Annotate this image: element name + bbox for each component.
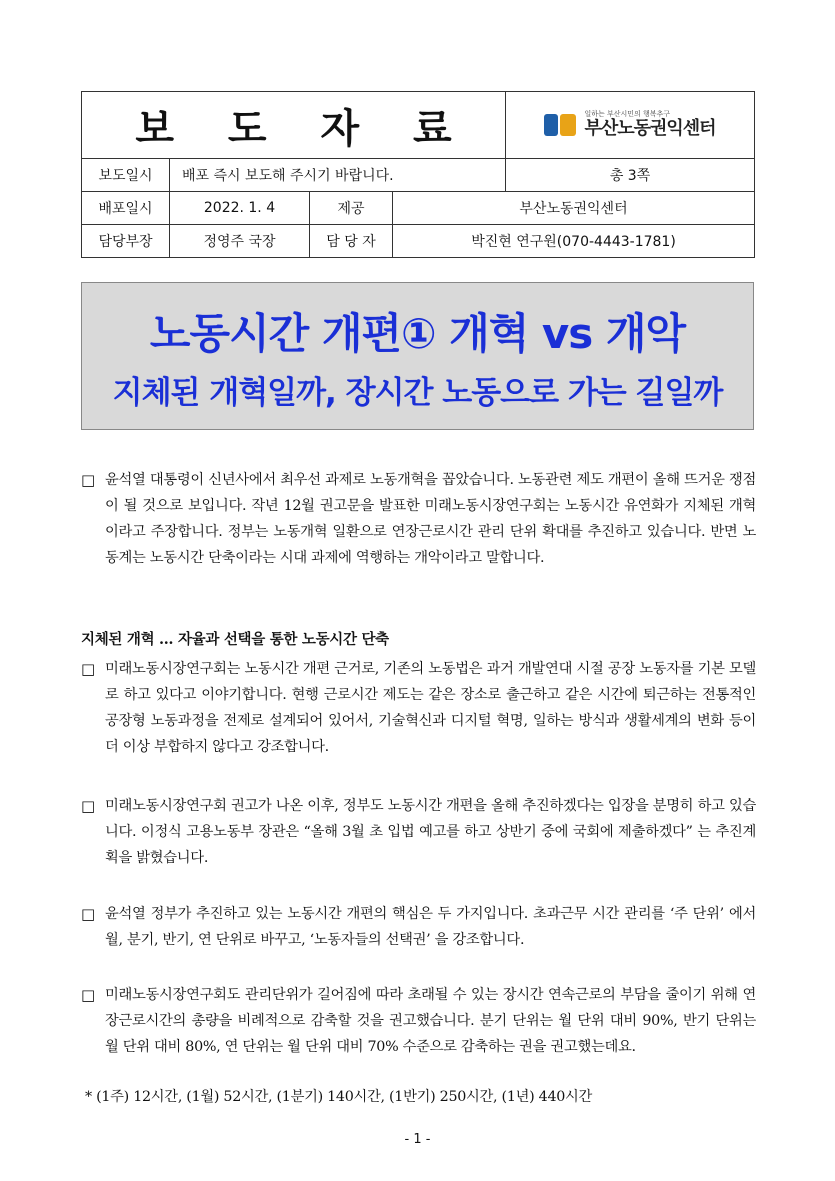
headline-box: [81, 282, 754, 430]
logo-name: 부산노동권익센터: [584, 117, 716, 139]
checkbox-bullet: □: [81, 905, 95, 923]
checkbox-bullet: □: [81, 797, 95, 815]
provider-value: 부산노동권익센터: [393, 192, 755, 225]
page-count: 총 3쪽: [506, 159, 755, 192]
paragraph-4: [81, 901, 756, 953]
release-time-label: 보도일시: [82, 159, 170, 192]
contact-value: 박진현 연구원(070-4443-1781): [393, 225, 755, 258]
checkbox-bullet: □: [81, 660, 95, 678]
manager-value: 정영주 국장: [170, 225, 310, 258]
paragraph-text: 윤석열 정부가 추진하고 있는 노동시간 개편의 핵심은 두 가지입니다. 초과근무 시간 관리를 ‘주 단위’ 에서 월, 분기, 반기, 연 단위로 바꾸고, ‘노동자들의 선택권’ 을 강조합니다.: [105, 906, 756, 948]
paragraph-text: 미래노동시장연구회 권고가 나온 이후, 정부도 노동시간 개편을 올해 추진하겠다는 입장을 분명히 하고 있습니다. 이정식 고용노동부 장관은 “올해 3월 초 입법 예고를 하고 상반기 중에 국회에 제출하겠다” 는 추진계획을 밝혔습니다.: [105, 798, 756, 866]
document-title: 보 도 자 료: [82, 92, 506, 159]
paragraph-3: [81, 793, 756, 871]
headline-sub: 지체된 개혁일까, 장시간 노동으로 가는 길일까: [112, 375, 723, 411]
page-number: - 1 -: [404, 1132, 431, 1147]
paragraph-text: 윤석열 대통령이 신년사에서 최우선 과제로 노동개혁을 꼽았습니다. 노동관련 제도 개편이 올해 뜨거운 쟁점이 될 것으로 보입니다. 작년 12월 권고문을 발표한 미래노동시장연구회는 노동시간 유연화가 지체된 개혁이라고 주장합니다. 정부는 노동개혁 일환으로 연장근로시간 관리 단위 확대를 추진하고 있습니다. 반면 노동계는 노동시간 단축이라는 시대 과제에 역행하는 개악이라고 말합니다.: [105, 472, 756, 566]
paragraph-5: [81, 982, 756, 1060]
section-heading: 지체된 개혁 … 자율과 선택을 통한 노동시간 단축: [81, 631, 389, 648]
provider-label: 제공: [310, 192, 393, 225]
distribution-date-label: 배포일시: [82, 192, 170, 225]
checkbox-bullet: □: [81, 986, 95, 1004]
logo-tagline: 일하는 부산시민의 행복추구: [584, 110, 671, 119]
headline-main: 노동시간 개편① 개혁 vs 개악: [149, 309, 686, 358]
paragraph-2: [81, 656, 756, 760]
checkbox-bullet: □: [81, 471, 95, 489]
manager-label: 담당부장: [82, 225, 170, 258]
paragraph-text: 미래노동시장연구회는 노동시간 개편 근거로, 기존의 노동법은 과거 개발연대 시절 공장 노동자를 기본 모델로 하고 있다고 이야기합니다. 현행 근로시간 제도는 같은 장소로 출근하고 같은 시간에 퇴근하는 전통적인 공장형 노동과정을 전제로 설계되어 있어서, 기술혁신과 디지털 혁명, 일하는 방식과 생활세계의 변화 등이 더 이상 부합하지 않다고 강조합니다.: [105, 661, 756, 755]
distribution-date-value: 2022. 1. 4: [170, 192, 310, 225]
paragraph-1: [81, 467, 756, 571]
center-logo-icon: [544, 112, 578, 138]
contact-label: 담 당 자: [310, 225, 393, 258]
press-release-header-table: [81, 91, 755, 258]
logo: [506, 92, 755, 159]
release-time-value: 배포 즉시 보도해 주시기 바랍니다.: [170, 159, 506, 192]
footnote: * (1주) 12시간, (1월) 52시간, (1분기) 140시간, (1반기) 250시간, (1년) 440시간: [85, 1089, 593, 1105]
paragraph-text: 미래노동시장연구회도 관리단위가 길어짐에 따라 초래될 수 있는 장시간 연속근로의 부담을 줄이기 위해 연장근로시간의 총량을 비례적으로 감축할 것을 권고했습니다. 분기 단위는 월 단위 대비 90%, 반기 단위는 월 단위 대비 80%, 연 단위는 월 단위 대비 70% 수준으로 감축하는 권을 권고했는데요.: [105, 987, 756, 1055]
